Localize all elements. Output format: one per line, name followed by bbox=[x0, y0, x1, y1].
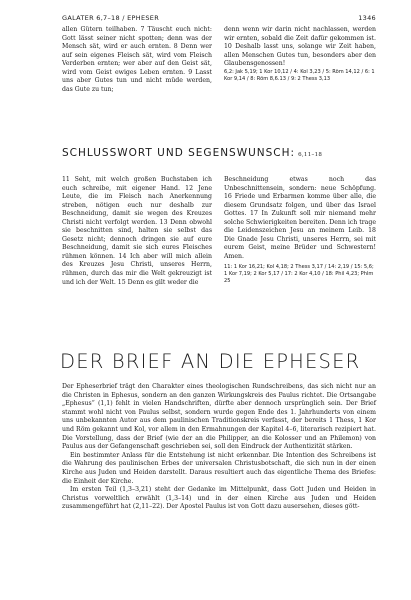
running-head bbox=[62, 14, 376, 26]
intro-paragraph-3: Im ersten Teil (1,3–3,21) steht der Gedanke im Mittelpunkt, dass Gott Juden und Heiden in Christus vorweltlich erwählt (1,3–14) und in der einen Kirche aus Juden und Heiden zusammengeführt hat (2,11–22). Der Apostel Paulus ist von Gott dazu ausersehen, dieses gött- bbox=[62, 486, 376, 511]
section-left-column bbox=[62, 176, 212, 287]
book-title: DER BRIEF AN DIE EPHESER bbox=[60, 350, 361, 373]
upper-left-column bbox=[62, 26, 212, 94]
section-right-text: Beschneidung etwas noch das Unbeschnittensein, sondern: neue Schöpfung. 16 Friede und Erbarmen komme über alle, die diesem Grundsatz folgen, und über das Israel Gottes. 17 In Zukunft soll mir niemand mehr solche Schwierigkeiten bereiten. Denn ich trage die Leidenszeichen Jesu an meinem Leib. 18 Die Gnade Jesu Christi, unseres Herrn, sei mit eurem Geist, meine Brüder und Schwestern! Amen. bbox=[224, 176, 376, 260]
intro-paragraph-1: Der Epheserbrief trägt den Charakter eines theologischen Rundschreibens, das sich nicht nur an die Christen in Ephesus, sondern an den ganzen Wirkungskreis des Paulus richtet. Die Ortsangabe „Ephesus“ (1,1) fehlt in vielen Handschriften, dürfte aber dennoch ursprünglich sein. Der Brief stammt wohl nicht von Paulus selbst, sondern wurde gegen Ende des 1. Jahrhunderts von einem uns unbekannten Autor aus dem paulinischen Traditionskreis verfasst, der bereits 1 Thess, 1 Kor und Röm gekannt und Kol, vor allem in den Ermahnungen der Kapitel 4–6, literarisch rezipiert hat. Die Vorstellung, dass der Brief (wie der an die Philipper, an die Kolosser und an Philemon) von Paulus aus der Gefangenschaft geschrieben sei, soll den Eindruck der Authentizität stärken. bbox=[62, 383, 376, 451]
intro-paragraph-2: Ein bestimmter Anlass für die Entstehung ist nicht erkennbar. Die Intention des Schreibens ist die Wahrung des paulinischen Erbes der universalen Christusbotschaft, die sich nun in der einen Kirche aus Juden und Heiden darstellt. Daraus resultiert auch das eigentliche Thema des Briefes: die Einheit der Kirche. bbox=[62, 451, 376, 485]
section-right-column bbox=[224, 176, 376, 285]
running-head-book: GALATER 6,7–18 / EPHESER bbox=[62, 14, 160, 22]
section-heading-ref: 6,11–18 bbox=[298, 152, 323, 158]
page-number: 1346 bbox=[358, 14, 376, 22]
book-introduction bbox=[62, 383, 376, 512]
upper-right-column bbox=[224, 26, 376, 83]
upper-right-text: denn wenn wir darin nicht nachlassen, werden wir ernten, sobald die Zeit dafür gekommen ist. 10 Deshalb lasst uns, solange wir Zeit haben, allen Menschen Gutes tun, besonders aber den Glaubensgenossen! bbox=[224, 26, 376, 68]
upper-cross-references: 6,2: Jak 5,19; 1 Kor 10,12 / 4: Kol 3,23 / 5: Röm 14,12 / 6: 1 Kor 9,14 / 8: Röm 8,6.13 / 9: 2 Thess 3,13 bbox=[224, 68, 375, 82]
section-heading bbox=[62, 147, 382, 159]
section-heading-text: SCHLUSSWORT UND SEGENSWUNSCH: bbox=[62, 147, 296, 159]
section-cross-references: 11: 1 Kor 16,21; Kol 4,18; 2 Thess 3,17 / 14: 2,19 / 15: 5,6; 1 Kor 7,19; 2 Kor 5,17 / 17: 2 Kor 4,10 / 18: Phil 4,23; Phlm 25 bbox=[224, 264, 374, 285]
section-left-text: 11 Seht, mit welch großen Buchstaben ich euch schreibe, mit eigener Hand. 12 Jene Leute, die im Fleisch nach Anerkennung streben, nötigen euch nur deshalb zur Beschneidung, damit sie wegen des Kreuzes Christi nicht verfolgt werden. 13 Denn obwohl sie beschnitten sind, halten sie selbst das Gesetz nicht; dennoch dringen sie auf eure Beschneidung, damit sie sich eures Fleisches rühmen können. 14 Ich aber will mich allein des Kreuzes Jesu Christi, unseres Herrn, rühmen, durch das mir die Welt gekreuzigt ist und ich der Welt. 15 Denn es gilt weder die bbox=[62, 176, 212, 286]
upper-left-text: allen Gütern teilhaben. 7 Täuscht euch nicht: Gott lässt seiner nicht spotten; denn was der Mensch sät, wird er auch ernten. 8 Denn wer auf sein eigenes Fleisch sät, wird vom Fleisch Verderben ernten; wer aber auf den Geist sät, wird vom Geist ewiges Leben ernten. 9 Lasst uns aber Gutes tun und nicht müde werden, das Gute zu tun; bbox=[62, 26, 212, 93]
